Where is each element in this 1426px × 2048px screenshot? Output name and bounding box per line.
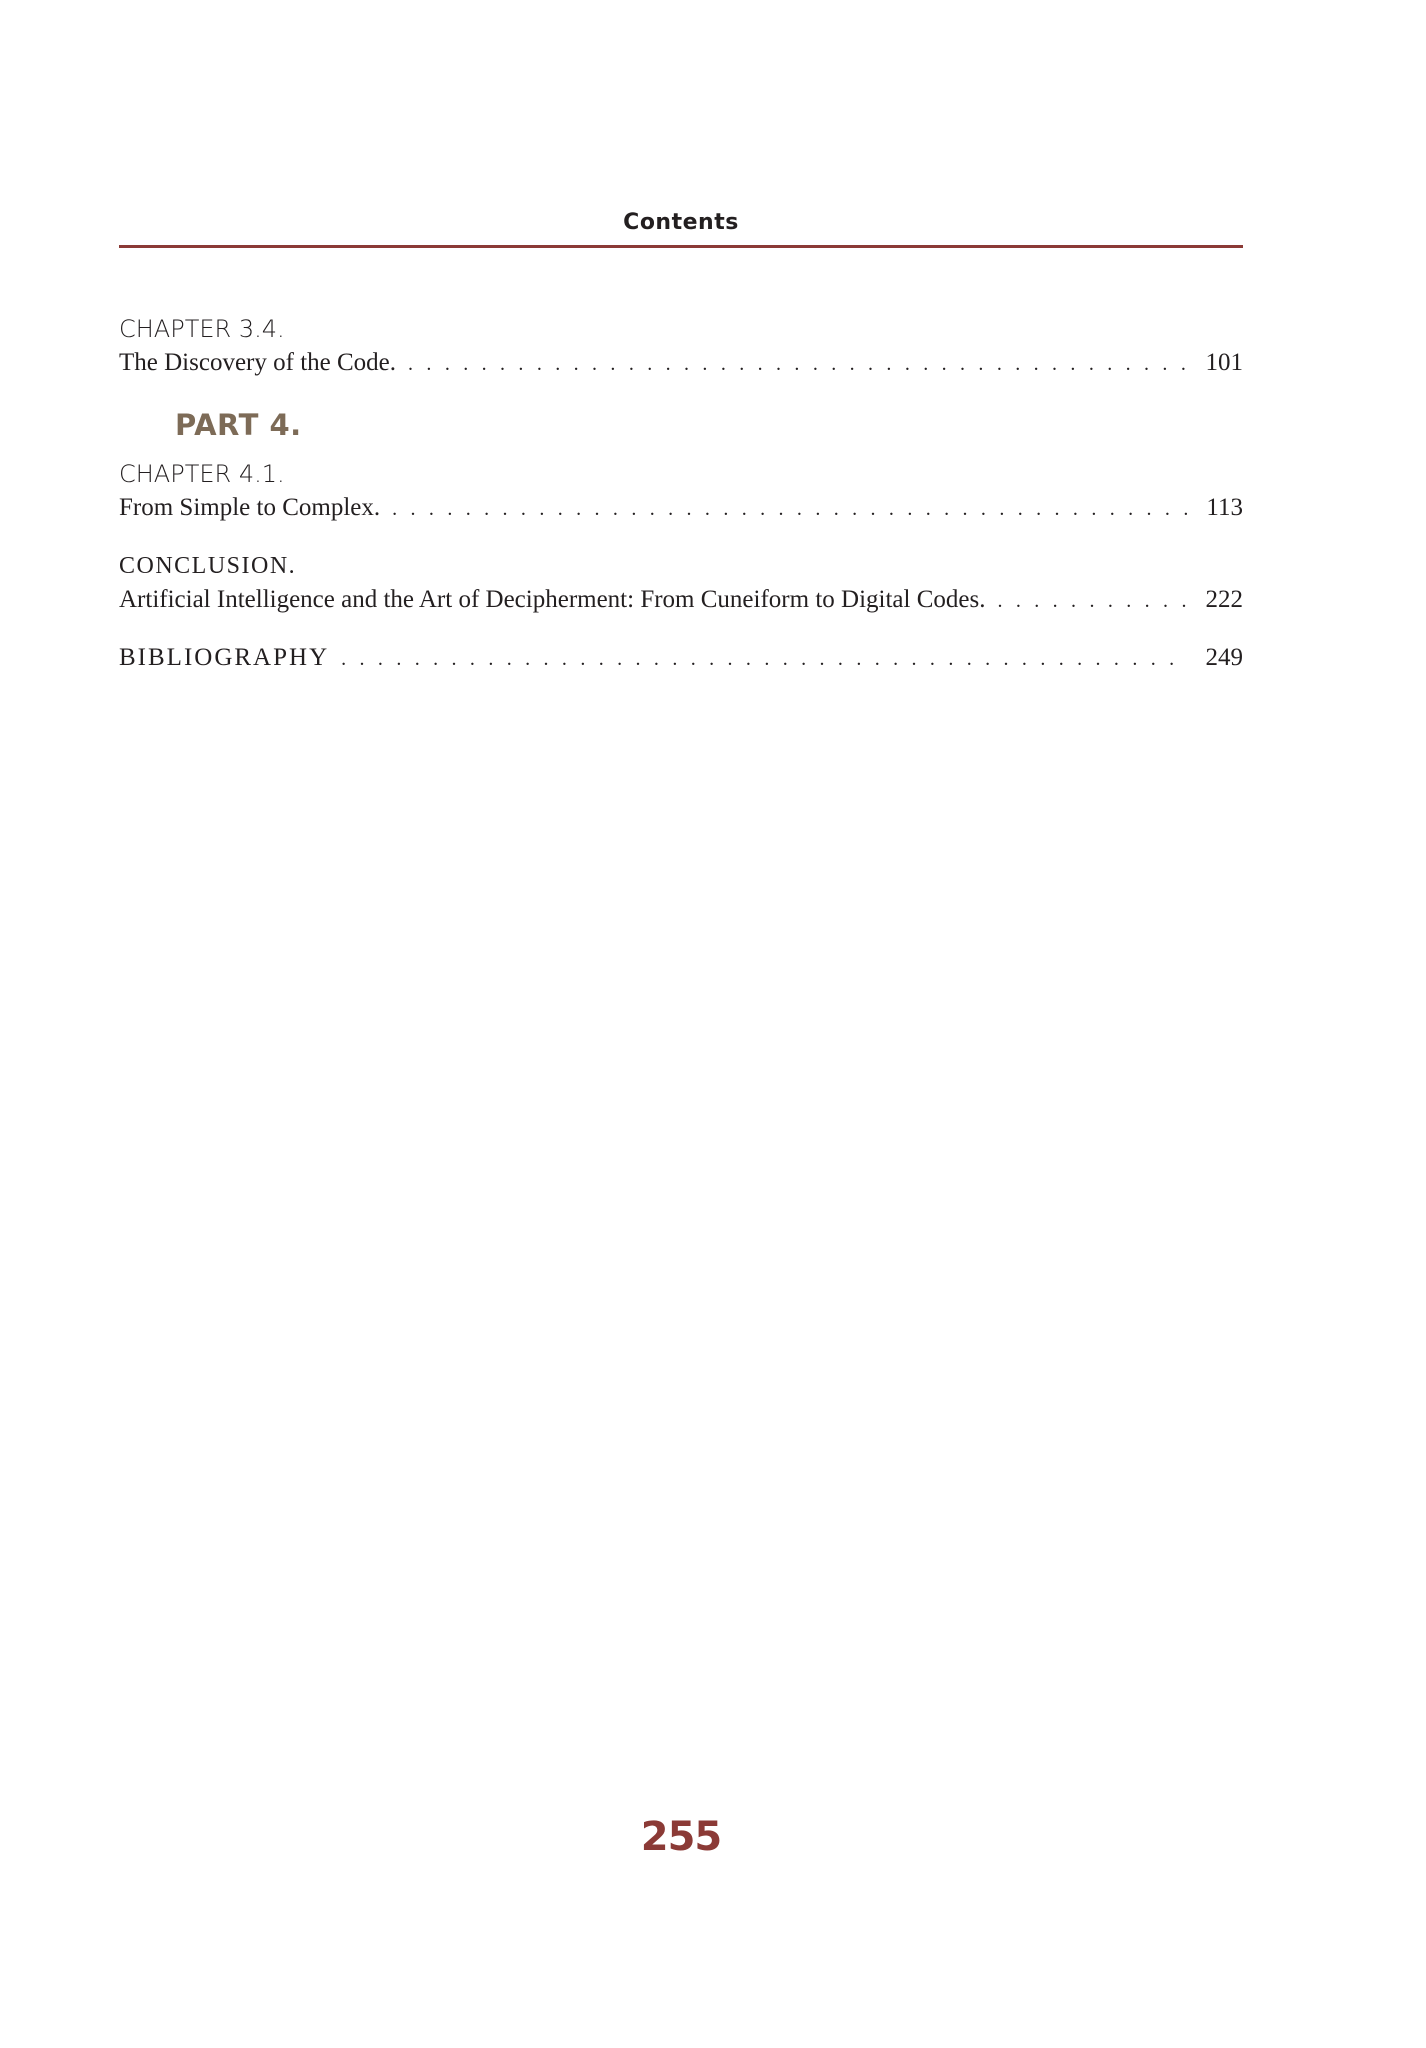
table-of-contents — [119, 312, 1243, 676]
dot-leader — [341, 642, 1187, 676]
toc-entry-chapter-4-1 — [119, 457, 1243, 526]
toc-entry-line[interactable] — [119, 346, 1243, 381]
toc-entry-page: 101 — [1205, 349, 1243, 376]
toc-entry-bibliography — [119, 641, 1243, 676]
toc-entry-line[interactable] — [119, 641, 1243, 676]
part-heading: PART 4. — [175, 408, 302, 442]
dot-leader — [392, 492, 1187, 526]
toc-entry-page: 249 — [1205, 644, 1243, 671]
toc-entry-line[interactable] — [119, 583, 1243, 618]
toc-entry-conclusion — [119, 549, 1243, 618]
toc-entry-line[interactable] — [119, 491, 1243, 526]
header-rule — [119, 245, 1243, 248]
toc-entry-page: 222 — [1205, 586, 1243, 613]
running-header: Contents — [623, 210, 739, 235]
toc-entry-title: BIBLIOGRAPHY — [119, 644, 330, 671]
toc-entry-title: From Simple to Complex. — [119, 494, 381, 521]
toc-entry-chapter-3-4 — [119, 312, 1243, 381]
toc-entry-page: 113 — [1206, 494, 1243, 521]
toc-entry-label: CHAPTER 4.1. — [119, 460, 285, 488]
toc-entry-title: Artificial Intelligence and the Art of Decipherment: From Cuneiform to Digital Codes. — [119, 586, 986, 613]
page-number: 255 — [640, 1814, 722, 1860]
toc-entry-label: CONCLUSION. — [119, 553, 297, 579]
toc-entry-label: CHAPTER 3.4. — [119, 315, 285, 343]
dot-leader — [997, 584, 1187, 618]
toc-entry-title: The Discovery of the Code. — [119, 349, 397, 376]
dot-leader — [408, 347, 1187, 381]
